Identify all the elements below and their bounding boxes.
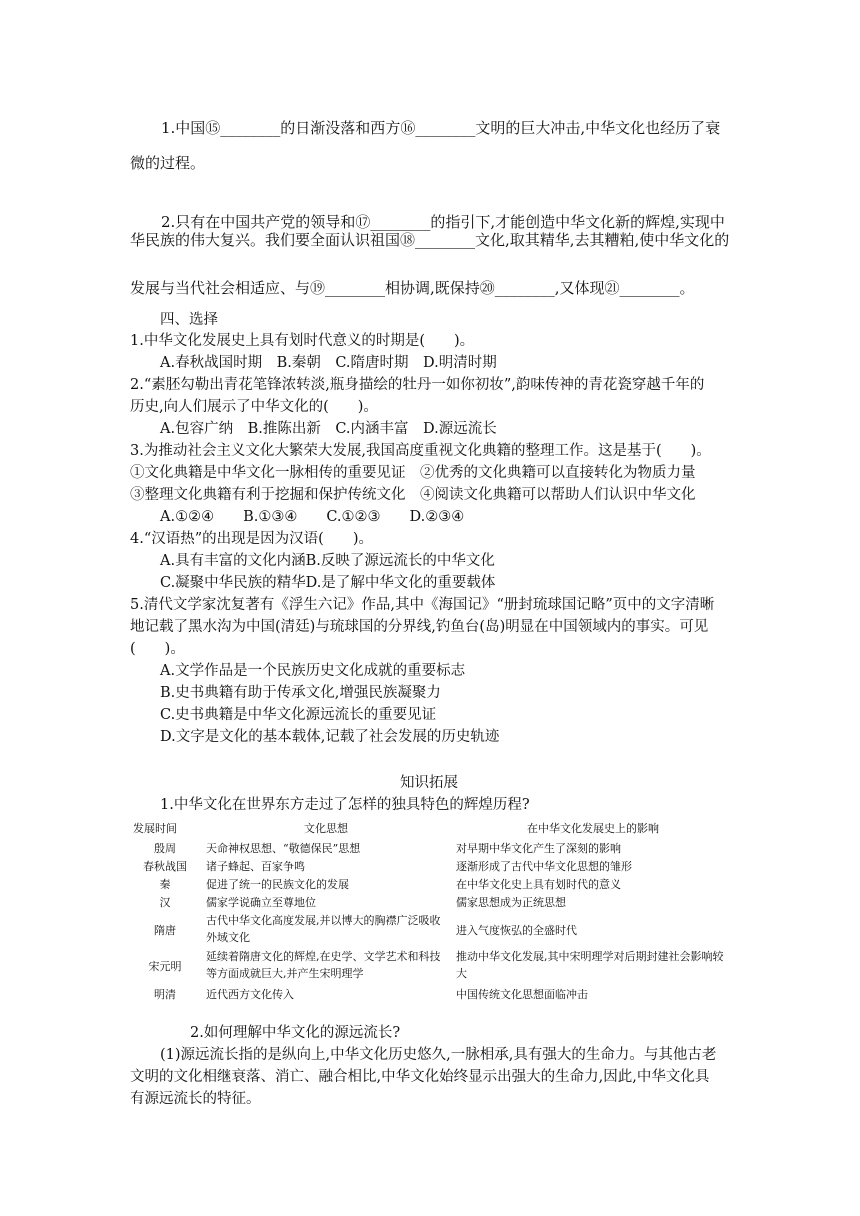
question-5-option-b: B.史书典籍有助于传承文化,增强民族凝聚力 xyxy=(160,685,441,701)
knowledge-question-1: 1.中华文化在世界东方走过了怎样的独具特色的辉煌历程? xyxy=(160,797,530,813)
table-cell: 诸子蜂起、百家争鸣 xyxy=(206,860,305,873)
table-header-cell: 在中华文化发展史上的影响 xyxy=(527,822,659,835)
question-1-options: A.春秋战国时期 B.秦朝 C.隋唐时期 D.明清时期 xyxy=(160,355,497,371)
question-5-line-1: 5.清代文学家沈复著有《浮生六记》作品,其中《海国记》“册封琉球国记略”页中的文字清晰 xyxy=(130,597,715,613)
table-header-cell: 文化思想 xyxy=(304,822,348,835)
question-5-line-2: 地记载了黑水沟为中国(清廷)与琉球国的分界线,钓鱼台(岛)明显在中国领域内的事实。可见 xyxy=(130,619,709,635)
question-1: 1.中华文化发展史上具有划时代意义的时期是( )。 xyxy=(130,333,475,349)
fill-line-5: 发展与当代社会相适应、与⑲________相协调,既保持⑳________,又体现㉑________。 xyxy=(130,279,695,297)
table-cell: 古代中华文化高度发展,并以博大的胸襟广泛吸收外域文化 xyxy=(206,914,441,945)
question-3-options: A.①②④ B.①③④ C.①②③ D.②③④ xyxy=(160,509,465,525)
question-5-option-d: D.文字是文化的基本载体,记载了社会发展的历史轨迹 xyxy=(160,729,500,745)
question-2-line-1: 2.“素胚勾勒出青花笔锋浓转淡,瓶身描绘的牡丹一如你初妆”,韵味传神的青花瓷穿越千年的 xyxy=(130,377,705,393)
question-2-options: A.包容广纳 B.推陈出新 C.内涵丰富 D.源远流长 xyxy=(160,421,497,437)
answer-line-2: 文明的文化相继衰落、消亡、融合相比,中华文化始终显示出强大的生命力,因此,中华文化具 xyxy=(130,1069,710,1085)
table-header-cell: 发展时间 xyxy=(133,822,177,835)
question-3-line-2: ①文化典籍是中华文化一脉相传的重要见证 ②优秀的文化典籍可以直接转化为物质力量 xyxy=(130,465,696,481)
table-cell: 延续着隋唐文化的辉煌,在史学、文学艺术和科技等方面成就巨大,并产生宋明理学 xyxy=(206,950,441,981)
table-cell: 对早期中华文化产生了深刻的影响 xyxy=(456,842,621,855)
table-cell: 隋唐 xyxy=(154,924,176,937)
table-cell: 宋元明 xyxy=(148,960,182,973)
table-cell: 明清 xyxy=(154,988,176,1001)
fill-line-3: 2.只有在中国共产党的领导和⑰________的指引下,才能创造中华文化新的辉煌,实现中 xyxy=(161,213,725,231)
table-cell: 在中华文化史上具有划时代的意义 xyxy=(456,878,621,891)
table-cell: 春秋战国 xyxy=(143,860,187,873)
table-cell: 儒家学说确立至尊地位 xyxy=(206,896,316,909)
table-cell: 近代西方文化传入 xyxy=(206,988,294,1001)
answer-line-3: 有源远流长的特征。 xyxy=(130,1091,261,1107)
question-2-line-2: 历史,向人们展示了中华文化的( )。 xyxy=(130,399,378,415)
knowledge-question-2: 2.如何理解中华文化的源远流长? xyxy=(190,1025,401,1041)
table-cell: 天命神权思想、“敬德保民”思想 xyxy=(206,842,361,855)
question-4: 4.“汉语热”的出现是因为汉语( )。 xyxy=(130,531,373,547)
answer-line-1: (1)源远流长指的是纵向上,中华文化历史悠久,一脉相承,具有强大的生命力。与其他古老 xyxy=(160,1047,717,1063)
table-cell: 汉 xyxy=(159,896,171,909)
knowledge-title: 知识拓展 xyxy=(400,775,458,791)
table-cell: 中国传统文化思想面临冲击 xyxy=(456,988,588,1001)
question-5-option-c: C.史书典籍是中华文化源远流长的重要见证 xyxy=(160,707,437,723)
fill-line-1: 1.中国⑮________的日渐没落和西方⑯________文明的巨大冲击,中华文化也经历了衰 xyxy=(161,119,721,137)
table-cell: 逐渐形成了古代中华文化思想的雏形 xyxy=(456,860,632,873)
question-3-line-3: ③整理文化典籍有利于挖掘和保护传统文化 ④阅读文化典籍可以帮助人们认识中华文化 xyxy=(130,487,696,503)
section-heading: 四、选择 xyxy=(160,312,218,328)
table-cell: 推动中华文化发展,其中宋明理学对后期封建社会影响较大 xyxy=(456,950,724,981)
table-cell: 进入气度恢弘的全盛时代 xyxy=(456,924,577,937)
question-4-options-2: C.凝聚中华民族的精华D.是了解中华文化的重要载体 xyxy=(160,575,496,591)
table-cell: 促进了统一的民族文化的发展 xyxy=(206,878,349,891)
table-cell: 秦 xyxy=(159,878,171,891)
table-cell: 儒家思想成为正统思想 xyxy=(456,896,566,909)
table-cell: 殷周 xyxy=(154,842,176,855)
fill-line-2: 微的过程。 xyxy=(130,154,206,172)
fill-line-4: 华民族的伟大复兴。我们要全面认识祖国⑱________文化,取其精华,去其糟粕,使中华文化的 xyxy=(130,231,730,249)
question-3-line-1: 3.为推动社会主义文化大繁荣大发展,我国高度重视文化典籍的整理工作。这是基于( )。 xyxy=(130,443,711,459)
question-5-line-3: ( )。 xyxy=(130,641,185,657)
question-4-options-1: A.具有丰富的文化内涵B.反映了源远流长的中华文化 xyxy=(160,553,495,569)
question-5-option-a: A.文学作品是一个民族历史文化成就的重要标志 xyxy=(160,663,466,679)
